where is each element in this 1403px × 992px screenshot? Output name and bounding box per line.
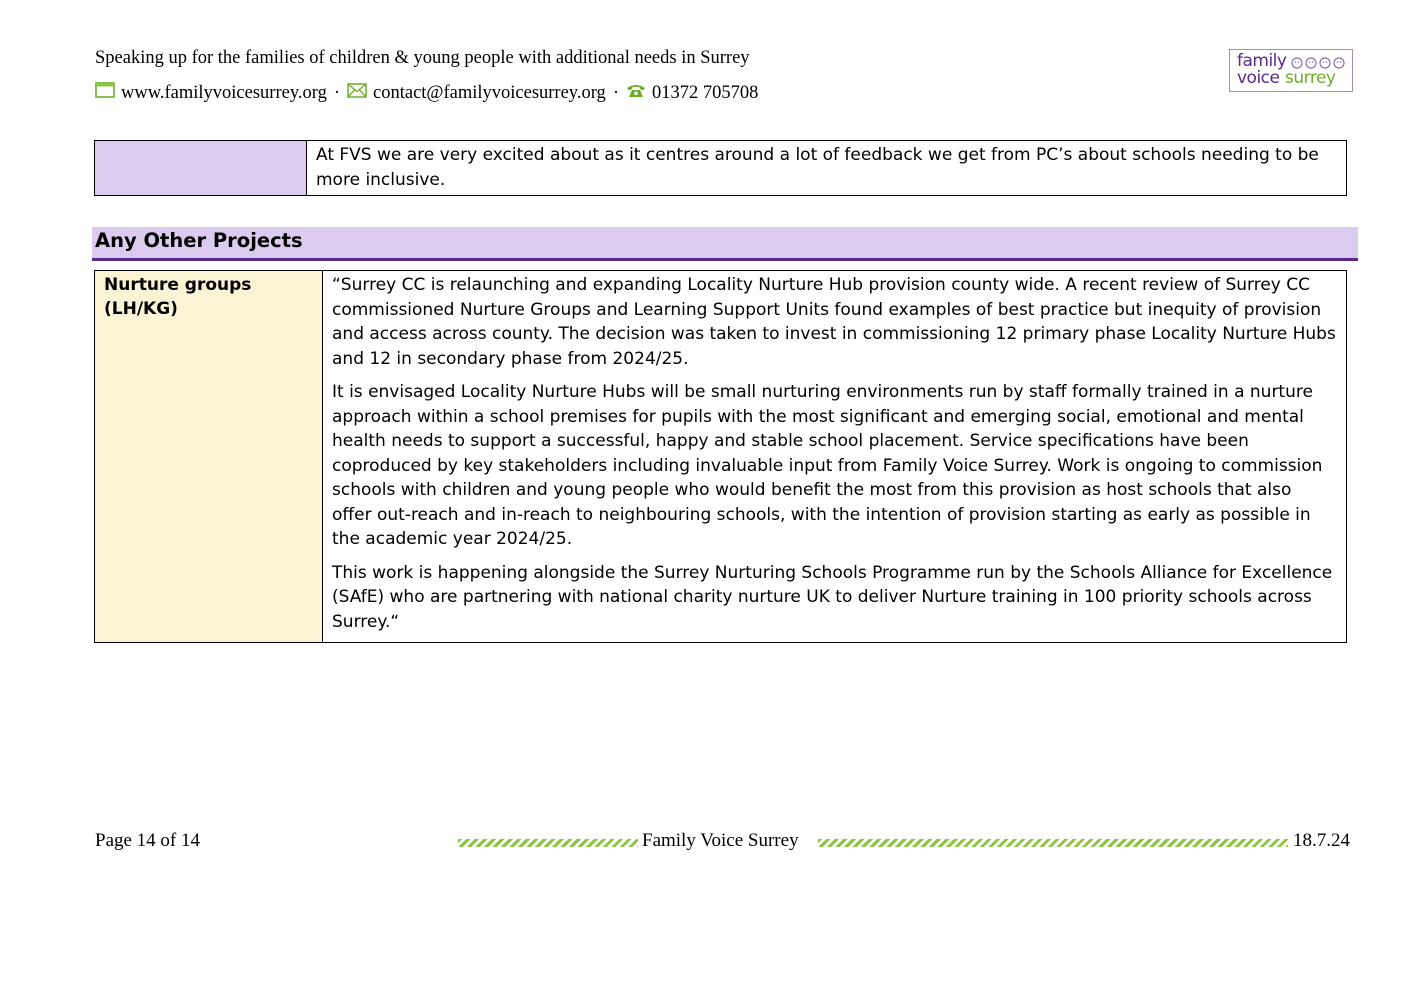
table-row [95, 271, 1347, 643]
project-text-cell [323, 271, 1347, 643]
telephone-icon [626, 83, 646, 104]
footer-hatch-divider [458, 839, 638, 847]
website-link[interactable]: www.familyvoicesurrey.org [121, 82, 327, 103]
header-tagline: Speaking up for the families of children & young people with additional needs in Surrey [95, 48, 750, 68]
row-label-cell [95, 141, 307, 196]
email-link[interactable]: contact@familyvoicesurrey.org [373, 82, 606, 103]
phone-number: 01372 705708 [651, 82, 759, 103]
project-label-cell [95, 271, 323, 643]
logo-text-family: family [1237, 51, 1287, 71]
envelope-icon [347, 83, 367, 104]
row-text-cell: At FVS we are very excited about as it centres around a lot of feedback we get from PC’s about schools needing to be more inclusive. [307, 141, 1347, 196]
table-row [95, 141, 1347, 196]
project-label-line1: Nurture groups [104, 275, 252, 295]
family-voice-surrey-logo [1229, 49, 1353, 92]
projects-table [94, 270, 1347, 643]
logo-text-voice: voice [1237, 68, 1280, 88]
browser-window-icon [95, 82, 115, 104]
separator-dot: · [612, 82, 619, 103]
continued-table [94, 140, 1347, 196]
section-title: Any Other Projects [95, 229, 303, 252]
paragraph: “Surrey CC is relaunching and expanding Locality Nurture Hub provision county wide. A recent review of Surrey CC commissioned Nurture Groups and Learning Support Units found examples of best practice but inequity of provision and access across county. The decision was taken to invest in commissioning 12 primary phase Locality Nurture Hubs and 12 in secondary phase from 2024/25. [332, 275, 1336, 369]
separator-dot: · [333, 82, 341, 103]
footer-hatch-divider [818, 839, 1288, 847]
footer-page-number: Page 14 of 14 [95, 830, 201, 851]
logo-text-surrey: surrey [1285, 68, 1336, 88]
header-contact-line [95, 82, 758, 104]
section-heading-bar [92, 227, 1358, 261]
footer-organisation: Family Voice Surrey [642, 830, 799, 851]
paragraph: It is envisaged Locality Nurture Hubs will be small nurturing environments run by staff formally trained in a nurture approach within a school premises for pupils with the most significant and emerging social, emotional and mental health needs to support a successful, happy and stable school placement. Service specifications have been coproduced by key stakeholders including invaluable input from Family Voice Surrey. Work is ongoing to commission schools with children and young people who would benefit the most from this provision as host schools that also offer out-reach and in-reach to neighbouring schools, with the intention of provision starting as early as possible in the academic year 2024/25. [332, 382, 1323, 549]
footer-date: 18.7.24 [1293, 830, 1350, 851]
project-label-line2: (LH/KG) [104, 299, 178, 319]
paragraph: This work is happening alongside the Surrey Nurturing Schools Programme run by the Schools Alliance for Excellence (SAfE) who are partnering with national charity nurture UK to deliver Nurture training in 100 priority schools across Surrey.“ [332, 562, 1333, 632]
